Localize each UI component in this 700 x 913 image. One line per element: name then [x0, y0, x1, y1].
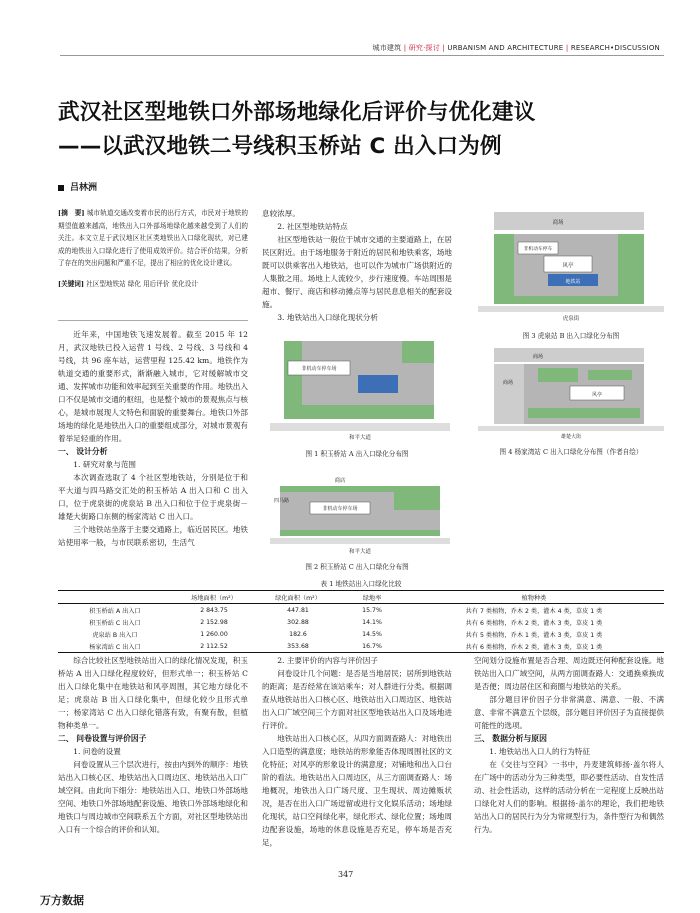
- figure-4-vent-label: 风亭: [591, 392, 603, 398]
- figure-2-left-label: 四马路: [274, 498, 290, 504]
- author-name: 吕林洲: [70, 183, 98, 193]
- table-cell: 共有 5 类植物，乔木 1 类，灌木 3 类，草皮 1 类: [465, 631, 603, 639]
- table-cell: 共有 6 类植物，乔木 2 类，灌木 3 类，草皮 1 类: [404, 640, 664, 653]
- figure-3-station-label: 地铁站: [565, 279, 581, 285]
- section-english: RESEARCH•DISCUSSION: [570, 44, 660, 52]
- footer-brand: 万方数据: [40, 894, 84, 907]
- figure-3-top-label: 商场: [552, 220, 564, 226]
- table-cell: 14.1%: [362, 618, 382, 626]
- figure-1-caption: 图 1 积玉桥站 A 出入口绿化分布图: [305, 450, 409, 458]
- journal-english: URBANISM AND ARCHITECTURE: [447, 44, 564, 52]
- header-rule: [60, 55, 664, 56]
- table-header-cell: 植物种类: [404, 591, 664, 604]
- table-cell: 14.5%: [362, 630, 382, 638]
- paragraph-continued: 息较浓厚。: [262, 209, 300, 218]
- column-2-body: [262, 207, 452, 324]
- figure-2-road-label: 和平大道: [348, 549, 372, 555]
- table-cell: 共有 7 类植物，乔木 2 类，灌木 4 类，草皮 1 类: [465, 607, 603, 615]
- column-1-body: [58, 328, 248, 549]
- table-cell: 302.88: [287, 618, 309, 626]
- table-row: [58, 628, 664, 640]
- subsection-3-1: 1. 地铁站出入口人的行为特征: [489, 747, 590, 756]
- table-cell: 积玉桥站 A 出入口: [89, 607, 141, 615]
- journal-name: 城市建筑: [372, 44, 402, 52]
- figure-4-top-label: 商场: [532, 354, 544, 360]
- figure-3-road-label: 虎泉街: [562, 316, 580, 322]
- page-number: 347: [338, 870, 354, 879]
- section-3-heading: 三、 数据分析与原因: [474, 734, 547, 743]
- paragraph-study-scope: 本次调查选取了 4 个社区型地铁站，分别是位于和平大道与四马路交汇处的积玉桥站 A 出入口和 C 出入口，位于虎泉街的虎泉站 B 出入口和位于位于虎泉街－雄楚大街路口东侧的杨家湾站 C 出入口。: [58, 473, 248, 521]
- table-cell: 积玉桥站 C 出入口: [89, 619, 141, 627]
- keywords-text: 社区型地铁站 绿化 用后评价 优化设计: [86, 279, 198, 288]
- paragraph-behavior: 在《交往与空间》一书中，丹麦建筑师扬·盖尔将人在广场中的活动分为三种类型，即必要性活动、自发性活动、社会性活动，这样的活动分析在一定程度上反映出站口绿化对人们的影响。根据扬·盖尔的理论，我们把地铁站出入口的居民行为分为常规型行为，条件型行为和偶然行为。: [474, 760, 664, 834]
- figure-2-parking-label: 非机动车停车场: [322, 506, 358, 512]
- figure-2-map: [270, 472, 450, 556]
- table-cell: 182.6: [289, 630, 307, 638]
- table-cell: 杨家湾站 C 出入口: [58, 640, 172, 653]
- abstract-text: 城市轨道交通改变着市民的出行方式，市民对于地铁的期望值越来越高，地铁出入口外部场地绿化越来越受到了人们的关注。本文立足于武汉地区社区类地铁出入口绿化现状，对已建成的地铁出入口绿化进行了使用成效评价。结合评价结果，分析了存在的突出问题和严重不足，提出了相应的优化设计建议。: [58, 209, 248, 267]
- figure-3-map: [478, 212, 664, 322]
- paragraph-levels: 部分题目评价因子分非常满意、满意、一般、不满意、非常不满意五个层级，部分题目评价因子为直接提供可能性的选项。: [474, 695, 664, 730]
- paragraph-space: 空间划分设施布置是否合理、周边既还何种配套设施。地铁站出入口广域空间，从两方面调查路人：交通换乘换成是否便；周边居住区和商圈与地铁站的关系。: [474, 656, 664, 691]
- subsection-2-1: 1. 问卷的设置: [73, 747, 121, 756]
- title-line-2: ——以武汉地铁二号线积玉桥站 C 出入口为例: [58, 134, 502, 159]
- figure-4-left-label: 商场: [502, 380, 514, 386]
- table-1: [58, 590, 664, 653]
- table-header-cell: 绿化面积（m²）: [256, 591, 340, 604]
- table-header-cell: 绿地率: [340, 591, 404, 604]
- figure-4-caption: 图 4 杨家湾站 C 出入口绿化分布图（作者自绘）: [499, 448, 643, 456]
- table-caption: 表 1 地铁站出入口绿化比较: [320, 580, 402, 588]
- table-header-cell: [58, 591, 172, 604]
- figure-1-road-label: 和平大道: [348, 435, 372, 441]
- table-cell: 2 843.75: [200, 606, 228, 614]
- running-header: 城市建筑 | 研究·探讨 | URBANISM AND ARCHITECTURE | RESEARCH•DISCUSSION: [372, 44, 660, 52]
- table-cell: 447.81: [287, 606, 309, 614]
- bottom-column-3: [474, 654, 664, 836]
- figure-1-parking-label: 非机动车停车场: [301, 366, 337, 372]
- abstract-block: [58, 207, 248, 290]
- section-1-heading: 一、 设计分析: [58, 447, 108, 456]
- table-cell: 353.68: [256, 640, 340, 653]
- table-cell: 16.7%: [340, 640, 404, 653]
- paragraph-stations: 三个地铁站坐落于主要交通路上，临近居民区。地铁站使用率一般，与市民联系密切，生活气: [58, 525, 248, 547]
- paragraph-features: 社区型地铁站一般位于城市交通的主要道路上，在居民区附近。由于场地服务于附近的居民和地铁乘客，场地既可以供乘客出入地铁站，也可以作为城市广场供附近的人集散之用。场地上人流较少，步行速度慢。车站周围是超市、餐厅、商店和移动摊点等与居民息息相关的配套设施。: [262, 235, 452, 309]
- table-cell: 15.7%: [362, 606, 382, 614]
- figure-1-station: [358, 375, 398, 393]
- figure-4-map: [478, 348, 664, 440]
- paragraph-core-area: 地铁站出入口核心区，从四方面调查路人：对地铁出入口造型的满意度；地铁站的形象能否体现周围社区的文化特征；对风亭的形象设计的满意度；对铺地和出入口台阶的看法。地铁站出入口周边区，从三方面调查路人：场地概况，地铁出入口广场尺度、卫生现状、周边摊贩状况，是否在出入口广场逗留或进行文化娱乐活动；场地绿化现状，站口空间绿化率，绿化形式、绿化位置；场地周边配套设施，场地的休息设施是否充足，停车场是否充足，: [262, 734, 452, 847]
- abstract-label: [摘 要]: [58, 209, 85, 217]
- keywords-label: [关键词]: [58, 279, 85, 288]
- subsection-1-3: 3. 地铁站出入口绿化现状分析: [277, 313, 378, 322]
- paragraph-factors: 问卷设计几个问题：是否是当地居民；居所到地铁站的距离；是否经常在该站乘车；对人群进行分类。根据调查从地铁站出入口核心区、地铁站出入口周边区、地铁站出入口广域空间三个方面对社区型地铁站出入口及场地进行评价。: [262, 669, 452, 730]
- subsection-1-2: 2. 社区型地铁站特点: [277, 222, 348, 231]
- section-2-heading: 二、 问卷设置与评价因子: [58, 734, 147, 743]
- table-cell: 2 152.98: [200, 618, 228, 626]
- table-row: [58, 640, 664, 653]
- figure-2-top-label: 商店: [334, 478, 346, 484]
- table-cell: 1 260.00: [200, 630, 228, 638]
- title-line-1: 武汉社区型地铁口外部场地绿化后评价与优化建议: [58, 100, 536, 125]
- table-header-row: [58, 591, 664, 604]
- figure-3-vent-label: 风亭: [562, 263, 574, 269]
- subsection-2-2: 2. 主要评价的内容与评价因子: [277, 656, 378, 665]
- section-name: 研究·探讨: [408, 44, 440, 52]
- table-row: [58, 616, 664, 628]
- bottom-column-1: [58, 654, 248, 836]
- table-row: [58, 604, 664, 617]
- figure-3-parking-label: 非机动车停车: [523, 247, 553, 252]
- table-header-cell: 场地面积（m²）: [172, 591, 256, 604]
- intro-paragraph: 近年来，中国地铁飞速发展着。截至 2015 年 12 月，武汉地铁已投入运营 1 号线、2 号线、3 号线和 4 号线，共 96 座车站，运营里程 125.42 km。地铁作为轨道交通的重要形式，渐渐融入城市，它对缓解城市交通、发挥城市功能和效率起到至关重要的作用。地铁出入口不仅是城市交通的枢纽，也是整个城市的景观焦点与核心，是城市展现人文特色和面貌的重要舞台。地铁口外部场地的绿化是地铁出入口的重要组成部分，对城市景观有着举足轻重的作用。: [58, 330, 248, 443]
- figure-1-map: [270, 335, 450, 443]
- paragraph-questionnaire: 问卷设置从三个层次进行，按由内到外的顺序：地铁站出入口核心区、地铁站出入口周边区、地铁站出入口广域空间。由此向下细分：地铁站出入口、地铁口外部场地空间、地铁口外部场地配套设施、地铁口外部场地绿化和地铁口与周边城市空间联系五个方面，对社区型地铁站出入口有一个综合的评价和认知。: [58, 760, 248, 834]
- author-bullet: [58, 185, 64, 191]
- bottom-column-2: [262, 654, 452, 849]
- paragraph-comparison: 综合比较社区型地铁站出入口的绿化情况发现，积玉桥站 A 出入口绿化程度较好，但形式单一；积玉桥站 C 出入口绿化集中在地铁站和风亭周围，其它地方绿化不足；虎泉站 B 出入口绿化集中，但绿化较少且形式单一；杨家湾站 C 出入口绿化错落有致，有聚有散，但植物种类单一。: [58, 656, 248, 730]
- subsection-1-1: 1. 研究对象与范围: [73, 460, 137, 469]
- figure-4-road-label: 雄楚大街: [560, 434, 582, 440]
- figure-3-caption: 图 3 虎泉站 B 出入口绿化分布图: [522, 332, 620, 340]
- table-cell: 虎泉站 B 出入口: [92, 631, 138, 639]
- author: [58, 180, 97, 193]
- abstract-divider: [58, 320, 248, 321]
- table-cell: 2 112.52: [172, 640, 256, 653]
- figure-2-caption: 图 2 积玉桥站 C 出入口绿化分布图: [305, 563, 409, 571]
- table-cell: 共有 6 类植物，乔木 2 类，灌木 3 类，草皮 1 类: [465, 619, 603, 627]
